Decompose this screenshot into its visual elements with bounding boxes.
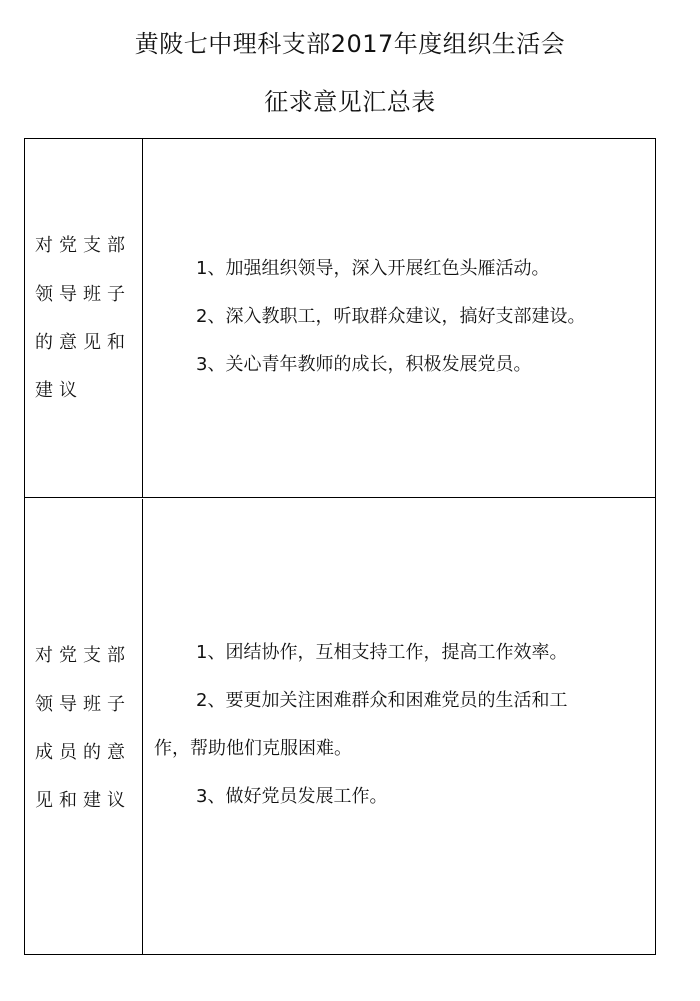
document-subtitle: 征求意见汇总表 (264, 88, 436, 116)
opinion-item: 1、加强组织领导，深入开展红色头雁活动。 (196, 258, 550, 279)
row-label-text: 领导班子 (35, 694, 131, 715)
row-label-cell (25, 499, 143, 954)
row-label-text: 的意见和 (35, 332, 131, 353)
row-content-cell (144, 139, 655, 497)
row-label-text: 对党支部 (35, 235, 131, 256)
row-label-text: 见和建议 (35, 790, 131, 811)
row-content-cell (144, 499, 655, 954)
opinion-item: 2、深入教职工，听取群众建议，搞好支部建设。 (196, 306, 586, 327)
row-label-text: 领导班子 (35, 284, 131, 305)
table-row-leadership (25, 139, 655, 498)
row-label-text: 建议 (35, 380, 83, 401)
row-label-cell (25, 139, 143, 497)
row-label-text: 对党支部 (35, 645, 131, 666)
document-title: 黄陂七中理科支部2017年度组织生活会 (134, 30, 566, 58)
opinion-item: 1、团结协作，互相支持工作，提高工作效率。 (196, 642, 568, 663)
opinion-item: 作，帮助他们克服困难。 (154, 738, 352, 759)
table-row-members (25, 499, 655, 954)
opinion-item: 2、要更加关注困难群众和困难党员的生活和工 (196, 690, 568, 711)
opinion-item: 3、做好党员发展工作。 (196, 786, 388, 807)
opinion-table (24, 138, 656, 955)
opinion-item: 3、关心青年教师的成长，积极发展党员。 (196, 354, 532, 375)
row-label-text: 成员的意 (35, 742, 131, 763)
